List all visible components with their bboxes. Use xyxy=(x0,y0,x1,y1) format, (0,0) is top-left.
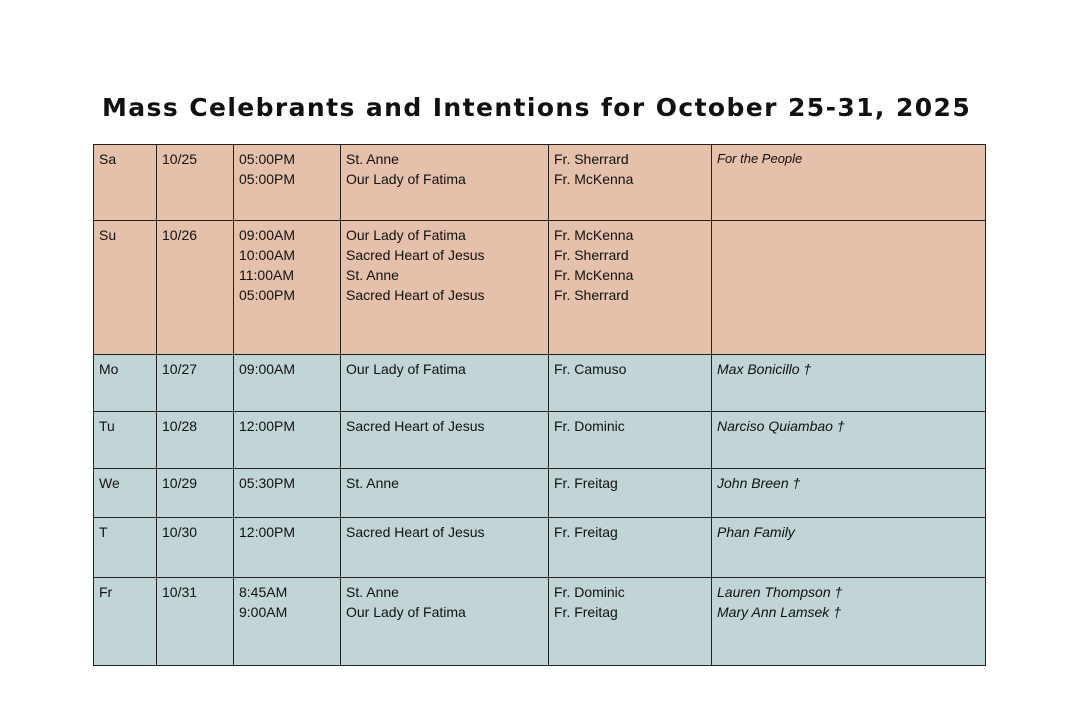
intention-cell xyxy=(712,145,986,221)
day-cell: We xyxy=(94,469,157,518)
mass-intention: John Breen † xyxy=(717,475,801,491)
page-title: Mass Celebrants and Intentions for October 25-31, 2025 xyxy=(102,93,972,122)
day-cell: Sa xyxy=(94,145,157,221)
church-name: Sacred Heart of Jesus xyxy=(346,247,485,263)
church-name: Sacred Heart of Jesus xyxy=(346,524,485,540)
intention-cell xyxy=(712,412,986,469)
church-name: St. Anne xyxy=(346,584,399,600)
time-cell xyxy=(234,221,341,355)
time-cell xyxy=(234,145,341,221)
church-name: Our Lady of Fatima xyxy=(346,361,466,377)
date-cell: 10/26 xyxy=(157,221,234,355)
mass-time: 05:00PM xyxy=(239,151,296,167)
celebrant-cell xyxy=(549,578,712,666)
mass-time: 05:30PM xyxy=(239,475,296,491)
date-cell: 10/29 xyxy=(157,469,234,518)
celebrant-cell xyxy=(549,221,712,355)
mass-schedule-table xyxy=(93,144,986,666)
date-cell: 10/28 xyxy=(157,412,234,469)
church-name: St. Anne xyxy=(346,475,399,491)
church-name: Our Lady of Fatima xyxy=(346,171,466,187)
location-cell xyxy=(341,355,549,412)
mass-time: 11:00AM xyxy=(239,267,294,283)
mass-time: 09:00AM xyxy=(239,361,296,377)
church-name: Sacred Heart of Jesus xyxy=(346,287,485,303)
intention-cell xyxy=(712,578,986,666)
time-cell xyxy=(234,412,341,469)
celebrant-name: Fr. Sherrard xyxy=(554,151,629,167)
schedule-row xyxy=(94,355,986,412)
date-cell: 10/25 xyxy=(157,145,234,221)
celebrant-name: Fr. McKenna xyxy=(554,267,634,283)
day-cell: Mo xyxy=(94,355,157,412)
date-cell: 10/31 xyxy=(157,578,234,666)
mass-time: 10:00AM xyxy=(239,247,296,263)
location-cell xyxy=(341,412,549,469)
celebrant-cell xyxy=(549,518,712,578)
church-name: Sacred Heart of Jesus xyxy=(346,418,485,434)
schedule-row xyxy=(94,518,986,578)
schedule-body xyxy=(94,145,986,666)
schedule-row xyxy=(94,145,986,221)
schedule-row xyxy=(94,221,986,355)
church-name: St. Anne xyxy=(346,151,399,167)
location-cell xyxy=(341,518,549,578)
day-cell: Fr xyxy=(94,578,157,666)
mass-intention: For the People xyxy=(717,151,803,166)
celebrant-name: Fr. Dominic xyxy=(554,584,625,600)
celebrant-name: Fr. McKenna xyxy=(554,227,634,243)
intention-cell xyxy=(712,518,986,578)
intention-cell xyxy=(712,221,986,355)
mass-time: 8:45AM xyxy=(239,584,288,600)
mass-time: 12:00PM xyxy=(239,524,296,540)
celebrant-cell xyxy=(549,469,712,518)
mass-time: 05:00PM xyxy=(239,287,296,303)
mass-intention: Phan Family xyxy=(717,524,795,540)
time-cell xyxy=(234,469,341,518)
date-cell: 10/30 xyxy=(157,518,234,578)
date-cell: 10/27 xyxy=(157,355,234,412)
mass-intention: Lauren Thompson † xyxy=(717,584,843,600)
celebrant-name: Fr. Dominic xyxy=(554,418,625,434)
intention-cell xyxy=(712,469,986,518)
mass-time: 12:00PM xyxy=(239,418,296,434)
location-cell xyxy=(341,145,549,221)
location-cell xyxy=(341,221,549,355)
church-name: Our Lady of Fatima xyxy=(346,604,466,620)
mass-intention: Narciso Quiambao † xyxy=(717,418,845,434)
intention-cell xyxy=(712,355,986,412)
day-cell: Tu xyxy=(94,412,157,469)
celebrant-name: Fr. Sherrard xyxy=(554,247,629,263)
celebrant-name: Fr. Sherrard xyxy=(554,287,629,303)
time-cell xyxy=(234,578,341,666)
celebrant-name: Fr. McKenna xyxy=(554,171,634,187)
celebrant-cell xyxy=(549,412,712,469)
mass-time: 05:00PM xyxy=(239,171,296,187)
mass-time: 9:00AM xyxy=(239,604,288,620)
time-cell xyxy=(234,355,341,412)
celebrant-name: Fr. Freitag xyxy=(554,524,618,540)
church-name: St. Anne xyxy=(346,267,399,283)
schedule-row xyxy=(94,578,986,666)
location-cell xyxy=(341,469,549,518)
time-cell xyxy=(234,518,341,578)
celebrant-cell xyxy=(549,355,712,412)
mass-intention: Mary Ann Lamsek † xyxy=(717,604,841,620)
celebrant-cell xyxy=(549,145,712,221)
celebrant-name: Fr. Camuso xyxy=(554,361,627,377)
mass-intention: Max Bonicillo † xyxy=(717,361,812,377)
day-cell: T xyxy=(94,518,157,578)
church-name: Our Lady of Fatima xyxy=(346,227,466,243)
schedule-row xyxy=(94,469,986,518)
day-cell: Su xyxy=(94,221,157,355)
location-cell xyxy=(341,578,549,666)
schedule-row xyxy=(94,412,986,469)
celebrant-name: Fr. Freitag xyxy=(554,475,618,491)
celebrant-name: Fr. Freitag xyxy=(554,604,618,620)
mass-time: 09:00AM xyxy=(239,227,296,243)
